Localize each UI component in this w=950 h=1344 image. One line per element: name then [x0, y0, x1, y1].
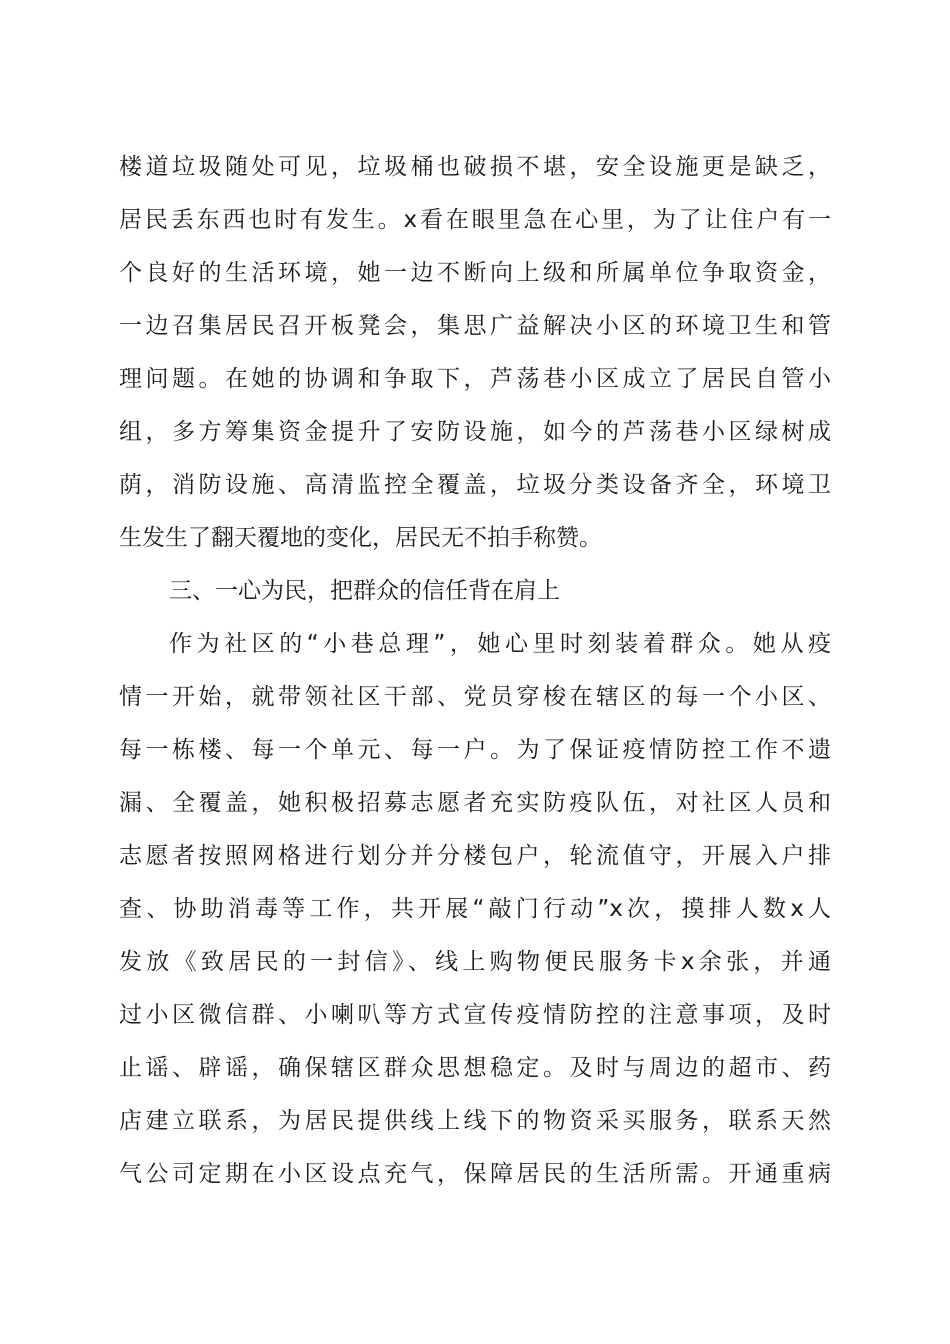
text-line-14: 志愿者按照网格进行划分并分楼包户，轮流值守，开展入户排 [119, 843, 831, 869]
text-line-3: 个良好的生活环境，她一边不断向上级和所属单位争取资金， [119, 260, 831, 286]
text-line-12: 每一栋楼、每一个单元、每一户。为了保证疫情防控工作不遗 [119, 737, 831, 763]
text-line-4: 一边召集居民召开板凳会，集思广益解决小区的环境卫生和管 [119, 313, 831, 339]
text-line-17: 过小区微信群、小喇叭等方式宣传疫情防控的注意事项，及时 [119, 1002, 831, 1028]
text-line-19: 店建立联系，为居民提供线上线下的物资采买服务，联系天然 [119, 1108, 831, 1134]
text-line-13: 漏、全覆盖，她积极招募志愿者充实防疫队伍，对社区人员和 [119, 790, 831, 816]
text-line-20: 气公司定期在小区设点充气，保障居民的生活所需。开通重病 [119, 1161, 831, 1187]
text-line-2: 居民丢东西也时有发生。x看在眼里急在心里，为了让住户有一 [119, 207, 831, 233]
text-line-10: 作为社区的“小巷总理”，她心里时刻装着群众。她从疫 [169, 631, 831, 657]
text-line-18: 止谣、辟谣，确保辖区群众思想稳定。及时与周边的超市、药 [119, 1055, 831, 1081]
text-line-1: 楼道垃圾随处可见，垃圾桶也破损不堪，安全设施更是缺乏， [119, 154, 831, 180]
text-line-6: 组，多方筹集资金提升了安防设施，如今的芦荡巷小区绿树成 [119, 419, 831, 445]
text-line-15: 查、协助消毒等工作，共开展“敲门行动”x次，摸排人数x人 [119, 896, 831, 922]
text-line-8: 生发生了翻天覆地的变化，居民无不拍手称赞。 [119, 525, 602, 551]
text-line-5: 理问题。在她的协调和争取下，芦荡巷小区成立了居民自管小 [119, 366, 831, 392]
text-line-7: 荫，消防设施、高清监控全覆盖，垃圾分类设备齐全，环境卫 [119, 472, 831, 498]
text-line-16: 发放《致居民的一封信》、线上购物便民服务卡x余张，并通 [119, 949, 831, 975]
section-heading: 三、一心为民，把群众的信任背在肩上 [169, 578, 560, 604]
text-line-11: 情一开始，就带领社区干部、党员穿梭在辖区的每一个小区、 [119, 684, 831, 710]
